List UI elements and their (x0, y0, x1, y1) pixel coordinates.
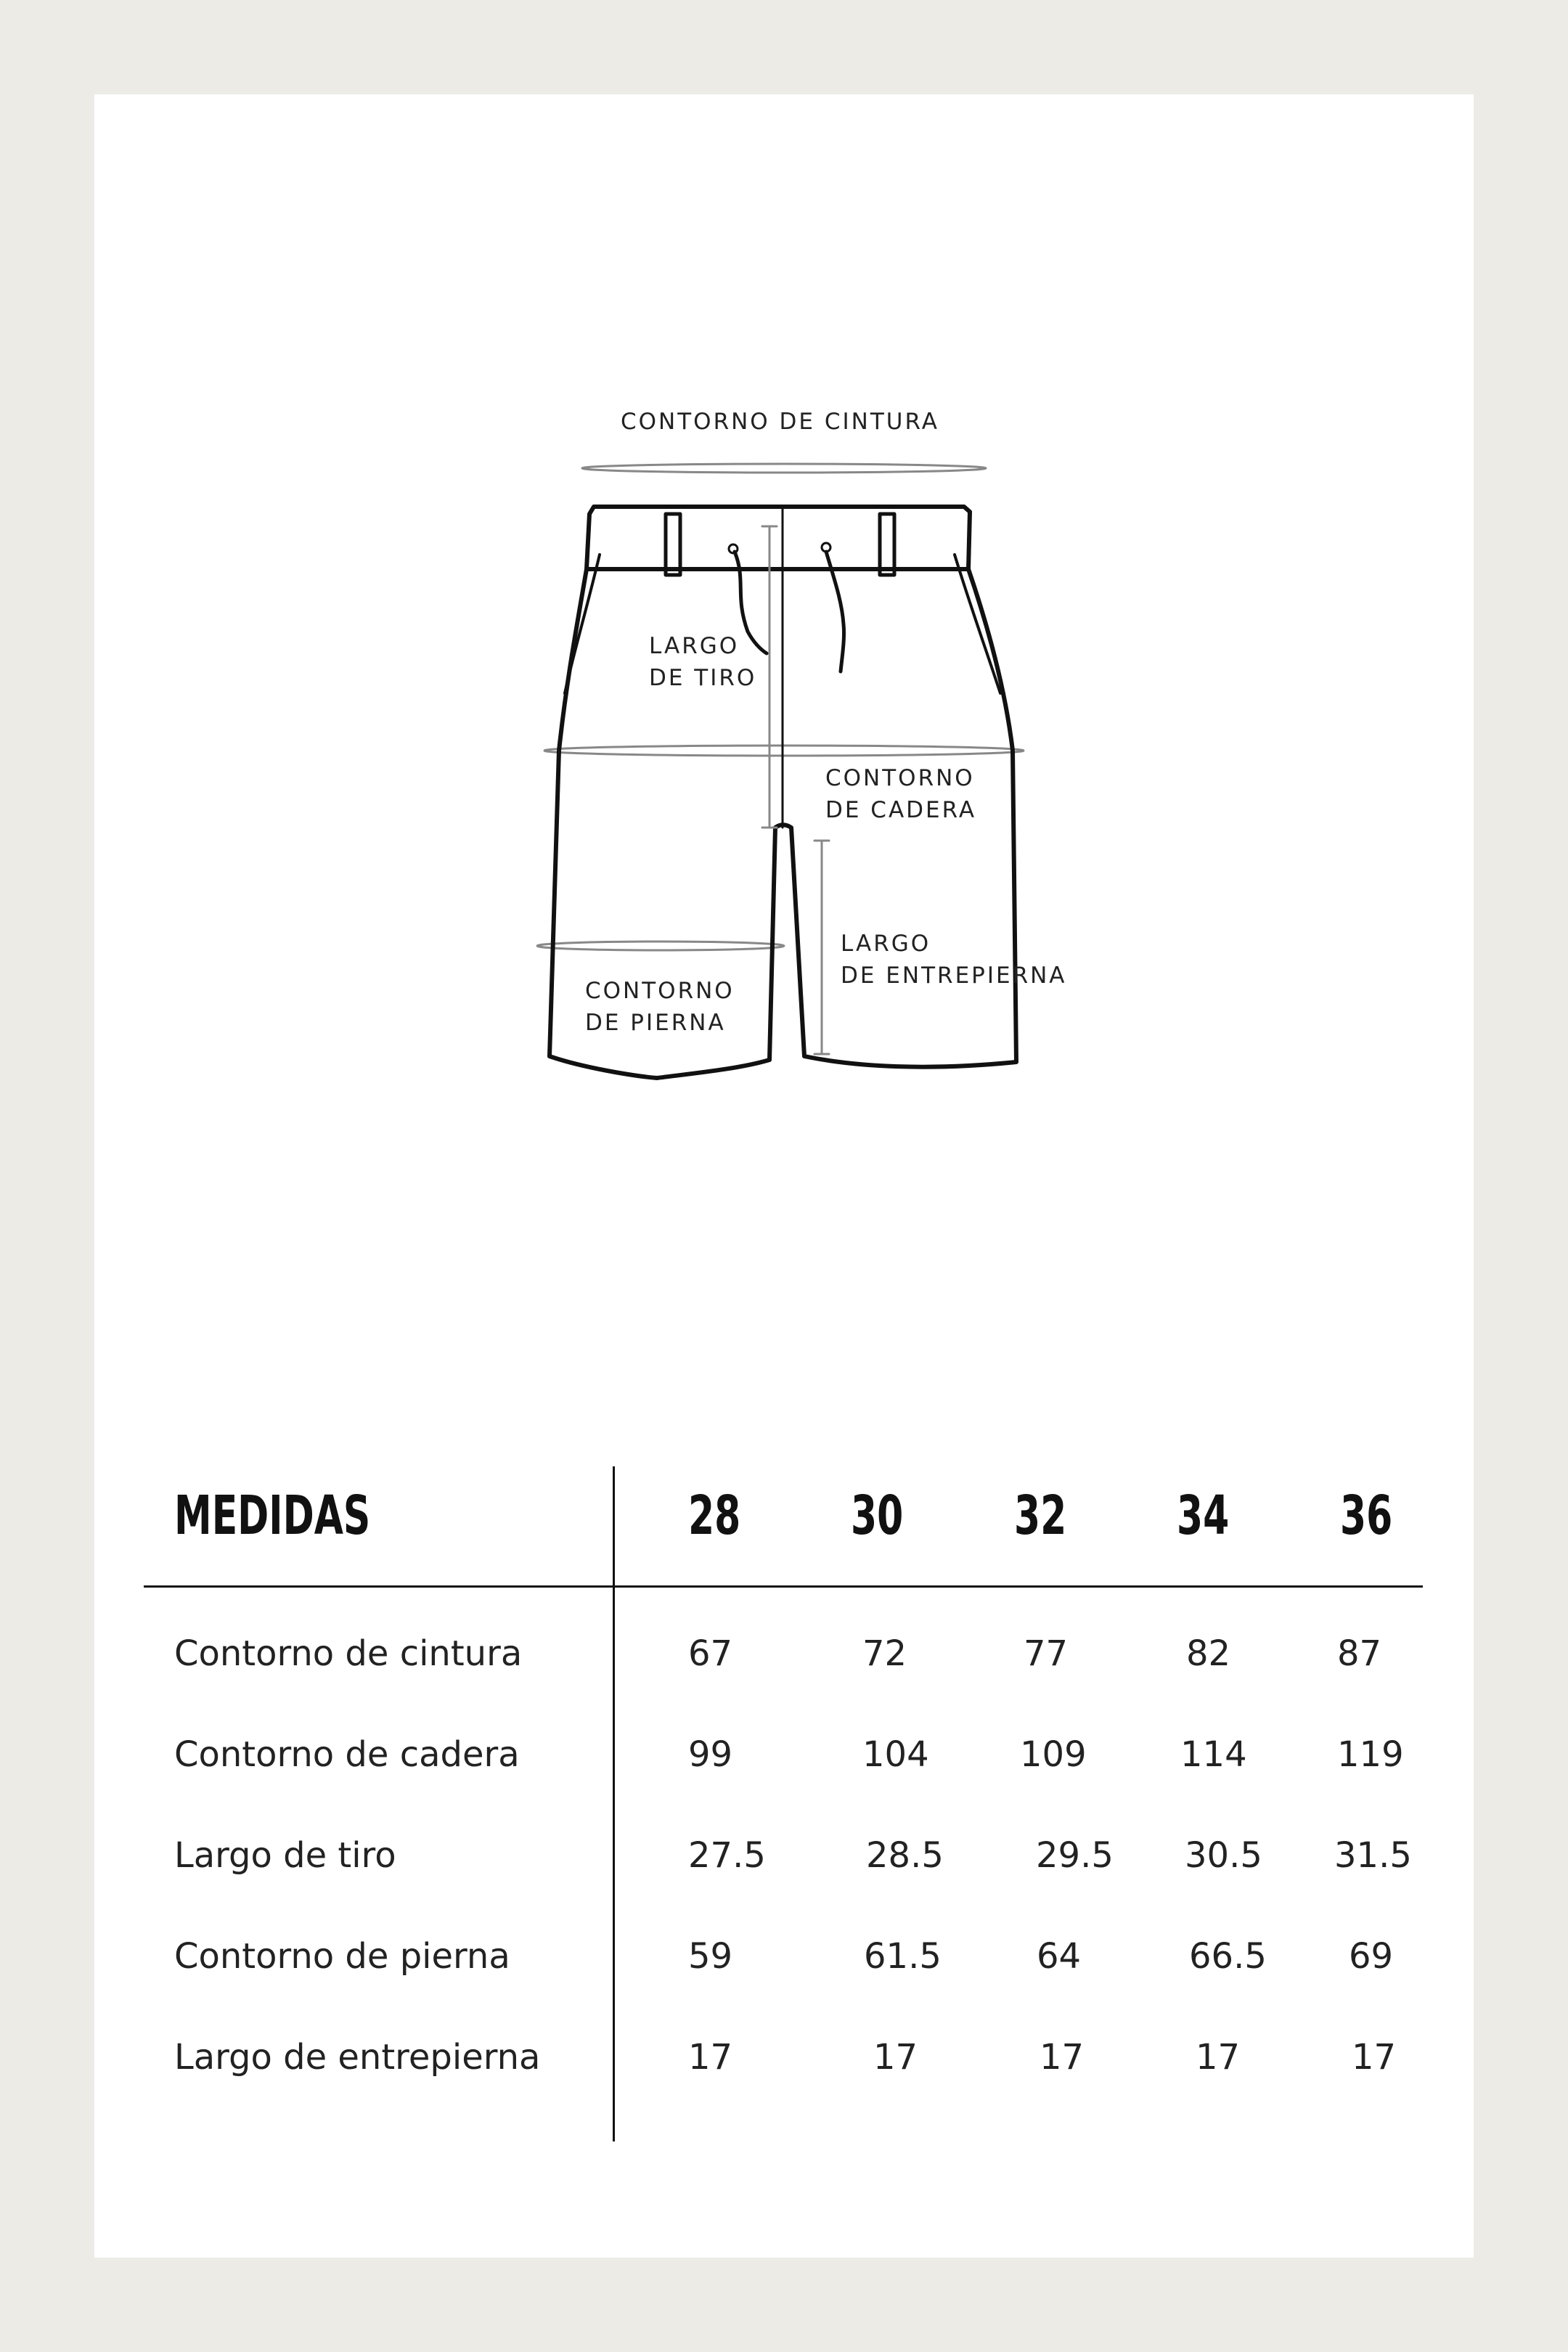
table-cell: 61.5 (864, 1936, 942, 1977)
waistband-shape (587, 507, 970, 569)
table-cell: 28.5 (866, 1835, 944, 1876)
table-header-divider (144, 1585, 1423, 1588)
table-cell: 99 (688, 1734, 733, 1775)
table-cell: 109 (1020, 1734, 1087, 1775)
size-header: 34 (1177, 1485, 1230, 1547)
size-header: 36 (1340, 1485, 1393, 1547)
table-cell: 72 (862, 1633, 907, 1674)
table-cell: 17 (1352, 2037, 1397, 2078)
belt-loop-right (880, 514, 894, 575)
leg-label: CONTORNO DE PIERNA (585, 978, 735, 1036)
table-cell: 27.5 (688, 1835, 766, 1876)
size-header: 30 (851, 1485, 904, 1547)
waist-label: CONTORNO DE CINTURA (621, 409, 939, 435)
inseam-label: LARGO DE ENTREPIERNA (841, 931, 1067, 989)
pocket-right (955, 555, 1000, 693)
table-vertical-divider (613, 1466, 615, 2141)
belt-loop-left (666, 514, 680, 575)
row-label: Contorno de cintura (174, 1633, 523, 1674)
table-cell: 104 (862, 1734, 929, 1775)
table-cell: 82 (1186, 1633, 1231, 1674)
table-cell: 30.5 (1185, 1835, 1262, 1876)
row-label: Contorno de pierna (174, 1936, 510, 1977)
table-cell: 119 (1337, 1734, 1404, 1775)
table-cell: 114 (1180, 1734, 1247, 1775)
size-header: 32 (1014, 1485, 1067, 1547)
waist-guide-ellipse (582, 464, 986, 473)
table-cell: 17 (688, 2037, 733, 2078)
size-header: 28 (688, 1485, 741, 1547)
table-cell: 17 (873, 2037, 918, 2078)
leg-guide-ellipse (537, 942, 784, 950)
row-label: Largo de entrepierna (174, 2037, 541, 2078)
table-cell: 77 (1024, 1633, 1069, 1674)
row-label: Largo de tiro (174, 1835, 396, 1876)
table-header-label: MEDIDAS (174, 1485, 371, 1547)
table-cell: 17 (1040, 2037, 1085, 2078)
table-cell: 66.5 (1189, 1936, 1267, 1977)
rise-label: LARGO DE TIRO (649, 633, 757, 691)
table-cell: 59 (688, 1936, 733, 1977)
table-cell: 17 (1196, 2037, 1241, 2078)
table-cell: 31.5 (1334, 1835, 1412, 1876)
table-cell: 64 (1037, 1936, 1082, 1977)
rise-measure-line (762, 526, 777, 828)
table-cell: 69 (1349, 1936, 1394, 1977)
inseam-measure-line (814, 841, 829, 1054)
pocket-left (565, 555, 600, 693)
table-cell: 67 (688, 1633, 733, 1674)
row-label: Contorno de cadera (174, 1734, 520, 1775)
table-cell: 87 (1337, 1633, 1382, 1674)
hip-label: CONTORNO DE CADERA (825, 765, 977, 823)
table-cell: 29.5 (1036, 1835, 1114, 1876)
hip-guide-ellipse (544, 746, 1024, 756)
